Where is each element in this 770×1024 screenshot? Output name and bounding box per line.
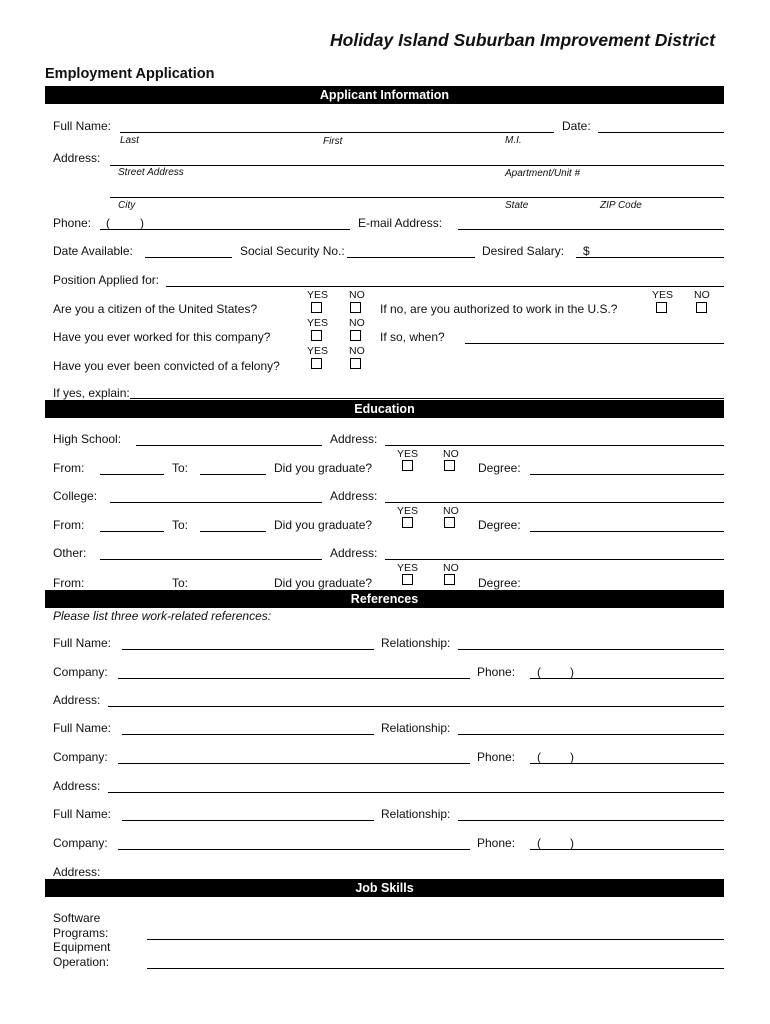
ref1-company-field[interactable] xyxy=(118,678,470,679)
position-label: Position Applied for: xyxy=(53,273,160,287)
ref2-company-field[interactable] xyxy=(118,763,470,764)
ref2-company-label: Company: xyxy=(53,750,108,764)
citizen-question: Are you a citizen of the United States? xyxy=(53,302,258,316)
email-field[interactable] xyxy=(458,229,724,230)
references-intro: Please list three work-related references: xyxy=(53,609,272,623)
hs-no-label: NO xyxy=(443,448,459,460)
worked-yes-checkbox[interactable] xyxy=(311,330,322,341)
college-address-field[interactable] xyxy=(385,502,724,503)
worked-question: Have you ever worked for this company? xyxy=(53,330,271,344)
college-to-label: To: xyxy=(172,518,189,532)
hs-from-label: From: xyxy=(53,461,85,475)
ref1-phone-paren-close: ) xyxy=(570,665,574,679)
form-subtitle: Employment Application xyxy=(45,66,215,82)
ref2-phone-paren-close: ) xyxy=(570,750,574,764)
college-degree-field[interactable] xyxy=(530,531,724,532)
software-field[interactable] xyxy=(147,939,724,940)
hs-degree-label: Degree: xyxy=(478,461,521,475)
college-graduate-yes-checkbox[interactable] xyxy=(402,517,413,528)
citizen-yes-checkbox[interactable] xyxy=(311,302,322,313)
section-header-references: References xyxy=(45,590,724,608)
zip-sublabel: ZIP Code xyxy=(600,200,642,211)
city-sublabel: City xyxy=(118,200,136,211)
ref1-phone-field[interactable] xyxy=(530,678,724,679)
ref3-phone-paren-open: ( xyxy=(537,836,541,850)
ref3-phone-label: Phone: xyxy=(477,836,516,850)
other-graduate-label: Did you graduate? xyxy=(274,576,373,590)
high-school-label: High School: xyxy=(53,432,122,446)
ref3-relationship-label: Relationship: xyxy=(381,807,451,821)
ref3-phone-field[interactable] xyxy=(530,849,724,850)
ssn-field[interactable] xyxy=(347,257,475,258)
ref2-relationship-field[interactable] xyxy=(458,734,724,735)
ref1-phone-paren-open: ( xyxy=(537,665,541,679)
explain-field[interactable] xyxy=(130,398,724,399)
college-graduate-label: Did you graduate? xyxy=(274,518,373,532)
other-address-label: Address: xyxy=(330,546,378,560)
software-label-line2: Programs: xyxy=(53,926,109,940)
citizen-yes-label: YES xyxy=(307,289,329,301)
ref2-address-label: Address: xyxy=(53,779,101,793)
full-name-label: Full Name: xyxy=(53,119,112,133)
when-question: If so, when? xyxy=(380,330,445,344)
ref1-address-label: Address: xyxy=(53,693,101,707)
date-available-field[interactable] xyxy=(145,257,232,258)
ref1-phone-label: Phone: xyxy=(477,665,516,679)
date-label: Date: xyxy=(562,119,591,133)
other-from-label: From: xyxy=(53,576,85,590)
college-degree-label: Degree: xyxy=(478,518,521,532)
felony-no-label: NO xyxy=(349,345,365,357)
hs-from-field[interactable] xyxy=(100,474,164,475)
street-sublabel: Street Address xyxy=(118,167,184,178)
citizen-no-checkbox[interactable] xyxy=(350,302,361,313)
ref1-full-name-field[interactable] xyxy=(122,649,374,650)
other-degree-label: Degree: xyxy=(478,576,521,590)
section-header-education: Education xyxy=(45,400,724,418)
phone-label: Phone: xyxy=(53,216,92,230)
college-yes-label: YES xyxy=(397,505,419,517)
high-school-address-field[interactable] xyxy=(385,445,724,446)
felony-yes-label: YES xyxy=(307,345,329,357)
ref3-relationship-field[interactable] xyxy=(458,820,724,821)
equipment-field[interactable] xyxy=(147,968,724,969)
other-address-field[interactable] xyxy=(385,559,724,560)
authorized-question: If no, are you authorized to work in the U.S.? xyxy=(380,302,618,316)
desired-salary-label: Desired Salary: xyxy=(482,244,565,258)
worked-no-checkbox[interactable] xyxy=(350,330,361,341)
mi-sublabel: M.I. xyxy=(505,135,522,146)
last-sublabel: Last xyxy=(120,135,139,146)
ref1-address-field[interactable] xyxy=(108,706,724,707)
ref3-company-label: Company: xyxy=(53,836,108,850)
college-graduate-no-checkbox[interactable] xyxy=(444,517,455,528)
position-field[interactable] xyxy=(166,286,724,287)
ref3-company-field[interactable] xyxy=(118,849,470,850)
phone-field[interactable] xyxy=(100,229,350,230)
authorized-no-checkbox[interactable] xyxy=(696,302,707,313)
hs-degree-field[interactable] xyxy=(530,474,724,475)
other-label: Other: xyxy=(53,546,87,560)
ref2-full-name-field[interactable] xyxy=(122,734,374,735)
felony-question: Have you ever been convicted of a felony? xyxy=(53,359,280,373)
hs-graduate-no-checkbox[interactable] xyxy=(444,460,455,471)
explain-label: If yes, explain: xyxy=(53,386,130,400)
full-name-field[interactable] xyxy=(120,132,554,133)
section-header-job-skills: Job Skills xyxy=(45,879,724,897)
other-no-label: NO xyxy=(443,562,459,574)
software-label-line1: Software xyxy=(53,911,101,925)
ref2-relationship-label: Relationship: xyxy=(381,721,451,735)
phone-paren-open: ( xyxy=(106,216,110,230)
city-state-zip-field[interactable] xyxy=(110,197,724,198)
hs-graduate-yes-checkbox[interactable] xyxy=(402,460,413,471)
salary-symbol: $ xyxy=(583,244,590,258)
street-address-field[interactable] xyxy=(110,165,724,166)
page-title: Holiday Island Suburban Improvement District xyxy=(330,30,716,50)
worked-yes-label: YES xyxy=(307,317,329,329)
authorized-yes-checkbox[interactable] xyxy=(656,302,667,313)
college-from-field[interactable] xyxy=(100,531,164,532)
ref3-full-name-field[interactable] xyxy=(122,820,374,821)
email-label: E-mail Address: xyxy=(358,216,443,230)
college-no-label: NO xyxy=(443,505,459,517)
felony-no-checkbox[interactable] xyxy=(350,358,361,369)
address-label: Address: xyxy=(53,151,101,165)
hs-to-field[interactable] xyxy=(200,474,266,475)
equipment-label-line1: Equipment xyxy=(53,940,111,954)
ref1-full-name-label: Full Name: xyxy=(53,636,112,650)
other-yes-label: YES xyxy=(397,562,419,574)
ref2-phone-field[interactable] xyxy=(530,763,724,764)
college-from-label: From: xyxy=(53,518,85,532)
ref1-relationship-field[interactable] xyxy=(458,649,724,650)
hs-graduate-label: Did you graduate? xyxy=(274,461,373,475)
ref2-address-field[interactable] xyxy=(108,792,724,793)
date-available-label: Date Available: xyxy=(53,244,133,258)
college-to-field[interactable] xyxy=(200,531,266,532)
worked-no-label: NO xyxy=(349,317,365,329)
ref1-relationship-label: Relationship: xyxy=(381,636,451,650)
ssn-label: Social Security No.: xyxy=(240,244,345,258)
ref3-phone-paren-close: ) xyxy=(570,836,574,850)
authorized-no-label: NO xyxy=(694,289,710,301)
citizen-no-label: NO xyxy=(349,289,365,301)
hs-to-label: To: xyxy=(172,461,189,475)
ref3-address-label: Address: xyxy=(53,865,101,879)
date-field[interactable] xyxy=(598,132,724,133)
desired-salary-field[interactable] xyxy=(576,257,724,258)
college-label: College: xyxy=(53,489,98,503)
other-field[interactable] xyxy=(100,559,322,560)
other-to-label: To: xyxy=(172,576,189,590)
ref2-full-name-label: Full Name: xyxy=(53,721,112,735)
authorized-yes-label: YES xyxy=(652,289,674,301)
when-field[interactable] xyxy=(465,343,724,344)
high-school-field[interactable] xyxy=(136,445,322,446)
first-sublabel: First xyxy=(323,136,343,147)
high-school-address-label: Address: xyxy=(330,432,378,446)
section-header-applicant: Applicant Information xyxy=(45,86,724,104)
felony-yes-checkbox[interactable] xyxy=(311,358,322,369)
other-graduate-no-checkbox[interactable] xyxy=(444,574,455,585)
college-address-label: Address: xyxy=(330,489,378,503)
state-sublabel: State xyxy=(505,200,529,211)
equipment-label-line2: Operation: xyxy=(53,955,110,969)
ref1-company-label: Company: xyxy=(53,665,108,679)
apt-sublabel: Apartment/Unit # xyxy=(505,168,581,179)
other-graduate-yes-checkbox[interactable] xyxy=(402,574,413,585)
phone-paren-close: ) xyxy=(140,216,144,230)
ref2-phone-label: Phone: xyxy=(477,750,516,764)
ref2-phone-paren-open: ( xyxy=(537,750,541,764)
hs-yes-label: YES xyxy=(397,448,419,460)
college-field[interactable] xyxy=(110,502,322,503)
ref3-full-name-label: Full Name: xyxy=(53,807,112,821)
